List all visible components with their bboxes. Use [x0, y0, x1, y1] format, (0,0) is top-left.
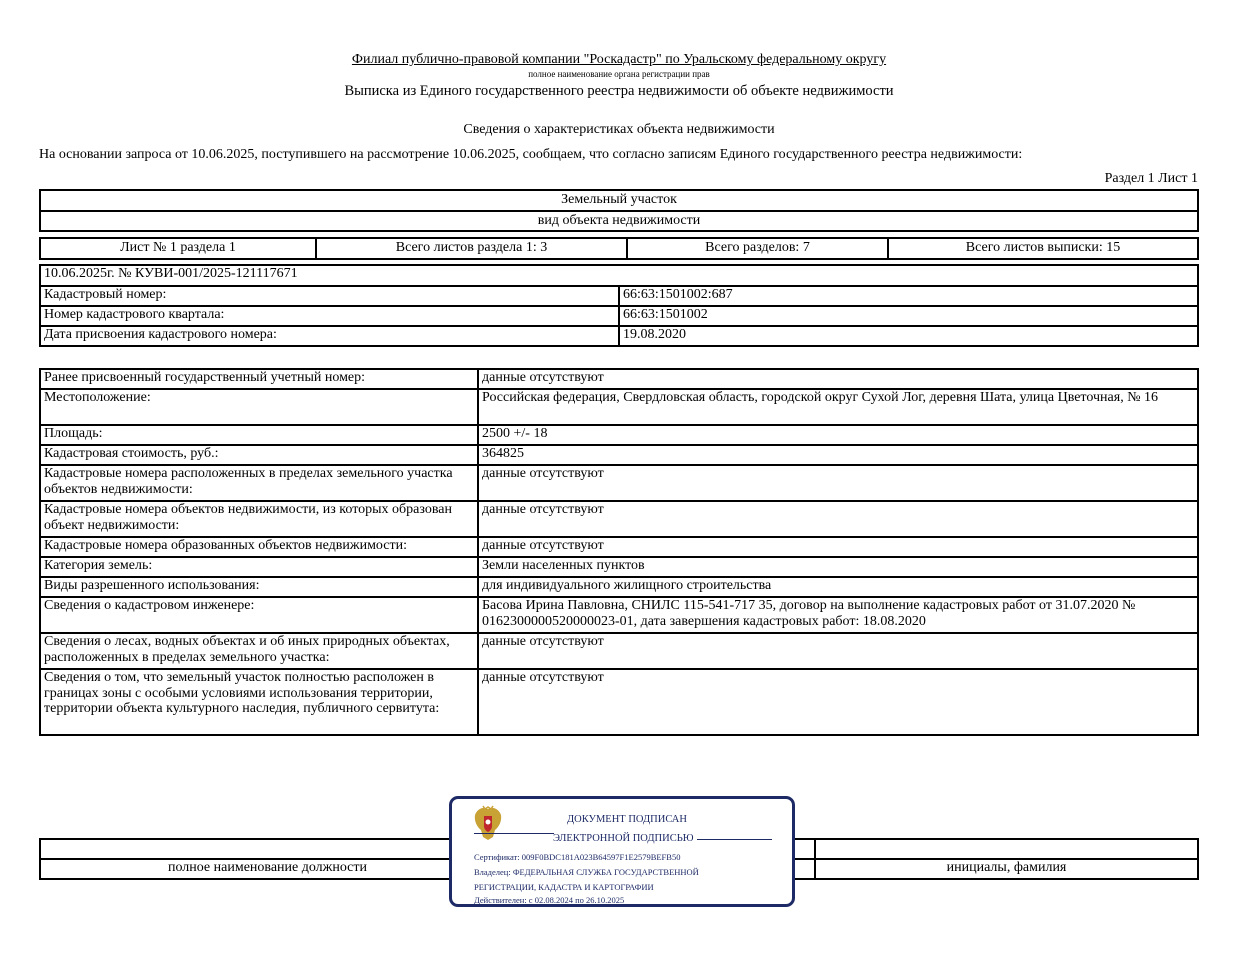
sheet-number: Лист № 1 раздела 1 — [40, 238, 316, 259]
table-row — [40, 465, 1198, 501]
stamp-validity: Действителен: с 02.08.2024 по 26.10.2025 — [474, 895, 625, 905]
row-value: данные отсутствуют — [478, 369, 1198, 389]
table-row — [40, 501, 1198, 537]
row-value: данные отсутствуют — [478, 501, 1198, 537]
table-row — [40, 633, 1198, 669]
object-type-table — [39, 189, 1199, 232]
organization-name: Филиал публично-правовой компании "Роскадастр" по Уральскому федеральному округу — [351, 52, 887, 67]
section-sheet-label: Раздел 1 Лист 1 — [1104, 171, 1198, 186]
row-label: Категория земель: — [40, 557, 478, 577]
electronic-signature-stamp — [449, 796, 795, 907]
row-label: Площадь: — [40, 425, 478, 445]
row-label: Виды разрешенного использования: — [40, 577, 478, 597]
row-value: данные отсутствуют — [478, 537, 1198, 557]
row-value: 66:63:1501002 — [619, 306, 1198, 326]
row-value: для индивидуального жилищного строительства — [478, 577, 1198, 597]
stamp-certificate: Сертификат: 009F0BDC181A023B64597F1E2579BEFB50 — [474, 852, 681, 862]
row-value: Российская федерация, Свердловская область, городской округ Сухой Лог, деревня Шата, улица Цветочная, № 16 — [478, 389, 1198, 425]
identifiers-table — [39, 264, 1199, 347]
row-label: Номер кадастрового квартала: — [40, 306, 619, 326]
row-value: данные отсутствуют — [478, 465, 1198, 501]
request-basis: На основании запроса от 10.06.2025, поступившего на рассмотрение 10.06.2025, сообщаем, что согласно записям Единого государственного реестра недвижимости: — [39, 147, 1023, 162]
row-label: Дата присвоения кадастрового номера: — [40, 326, 619, 346]
russian-coat-of-arms-icon — [472, 803, 504, 843]
total-sheets-extract: Всего листов выписки: 15 — [888, 238, 1198, 259]
table-row — [40, 286, 1198, 306]
table-row — [40, 326, 1198, 346]
table-row — [40, 557, 1198, 577]
row-label: Кадастровые номера образованных объектов недвижимости: — [40, 537, 478, 557]
stamp-divider-left — [474, 833, 554, 834]
stamp-owner-2: РЕГИСТРАЦИИ, КАДАСТРА И КАРТОГРАФИИ — [474, 882, 654, 892]
row-label: Кадастровые номера расположенных в пределах земельного участка объектов недвижимости: — [40, 465, 478, 501]
row-value: 2500 +/- 18 — [478, 425, 1198, 445]
stamp-owner-1: Владелец: ФЕДЕРАЛЬНАЯ СЛУЖБА ГОСУДАРСТВЕННОЙ — [474, 867, 699, 877]
row-label: Ранее присвоенный государственный учетный номер: — [40, 369, 478, 389]
total-sheets-section: Всего листов раздела 1: 3 — [316, 238, 627, 259]
row-label: Местоположение: — [40, 389, 478, 425]
total-sections: Всего разделов: 7 — [627, 238, 888, 259]
row-label: Сведения о кадастровом инженере: — [40, 597, 478, 633]
row-label: Кадастровые номера объектов недвижимости, из которых образован объект недвижимости: — [40, 501, 478, 537]
characteristics-table — [39, 368, 1199, 736]
table-row — [40, 577, 1198, 597]
row-label: Сведения о лесах, водных объектах и об иных природных объектах, расположенных в пределах земельного участка: — [40, 633, 478, 669]
sheets-table — [39, 237, 1199, 260]
document-title: Выписка из Единого государственного реестра недвижимости об объекте недвижимости — [344, 83, 894, 99]
name-field — [815, 839, 1198, 859]
table-row — [40, 445, 1198, 465]
name-caption: инициалы, фамилия — [815, 859, 1198, 879]
row-value: данные отсутствуют — [478, 633, 1198, 669]
object-type: Земельный участок — [40, 190, 1198, 211]
table-row — [40, 597, 1198, 633]
row-value: 364825 — [478, 445, 1198, 465]
table-row — [40, 669, 1198, 735]
table-row — [40, 389, 1198, 425]
row-value: 66:63:1501002:687 — [619, 286, 1198, 306]
row-label: Кадастровая стоимость, руб.: — [40, 445, 478, 465]
table-row — [40, 425, 1198, 445]
table-row — [40, 306, 1198, 326]
row-value: 19.08.2020 — [619, 326, 1198, 346]
stamp-line2: ЭЛЕКТРОННОЙ ПОДПИСЬЮ — [553, 833, 694, 844]
object-type-caption: вид объекта недвижимости — [40, 211, 1198, 231]
position-field — [40, 839, 495, 859]
stamp-divider-right — [697, 839, 772, 840]
stamp-line1: ДОКУМЕНТ ПОДПИСАН — [567, 814, 687, 825]
organization-caption: полное наименование органа регистрации прав — [528, 69, 710, 79]
doc-number: 10.06.2025г. № КУВИ-001/2025-121117671 — [40, 265, 1198, 286]
table-row — [40, 369, 1198, 389]
row-value: Земли населенных пунктов — [478, 557, 1198, 577]
section-title: Сведения о характеристиках объекта недвижимости — [463, 122, 775, 137]
row-label: Кадастровый номер: — [40, 286, 619, 306]
row-label: Сведения о том, что земельный участок полностью расположен в границах зоны с особыми условиями использования территории, территории объекта культурного наследия, публичного сервитута: — [40, 669, 478, 735]
row-value: данные отсутствуют — [478, 669, 1198, 735]
table-row — [40, 537, 1198, 557]
row-value: Басова Ирина Павловна, СНИЛС 115-541-717 35, договор на выполнение кадастровых работ от 31.07.2020 № 0162300000520000023-01, дата завершения кадастровых работ: 18.08.2020 — [478, 597, 1198, 633]
position-caption: полное наименование должности — [40, 859, 495, 879]
